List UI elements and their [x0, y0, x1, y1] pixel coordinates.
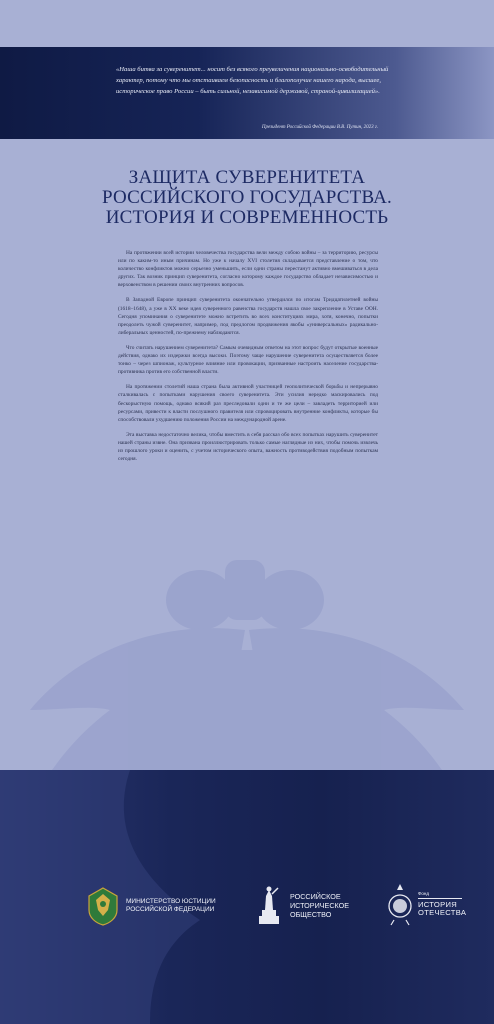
fund-history-logo	[388, 882, 466, 926]
page-title	[90, 168, 404, 228]
paragraph-4: На протяжении столетий наша страна была активной участницей геополитической борьбы и непрерывно сталкивалась с попытками нарушения своего суверенитета. Эти усилия нередко маскировались под бескорыстную помощь, однако всякий раз преследовали одни и те же цели – завладеть территорией или ресурсами, привести к власти послушного правителя или спровоцировать внутренние конфликты, которые бы способствовали ухудшению положения России на международной арене.	[118, 384, 378, 423]
fund-line-2: ОТЕЧЕСТВА	[418, 908, 467, 917]
ministry-line-2: РОССИЙСКОЙ ФЕДЕРАЦИИ	[126, 906, 215, 913]
paragraph-5: Эта выставка недостаточно велика, чтобы вместить в себя рассказ обо всех попытках нарушить суверенитет нашей страны извне. Она призвана проиллюстрировать только самые наглядные из них, чтобы помочь извлечь из прошлого уроки и оценить, с учетом исторического опыта, важность противодействия подобным попыткам сегодня.	[118, 431, 378, 463]
ministry-of-justice-logo	[86, 886, 216, 926]
ministry-line-1: МИНИСТЕРСТВО ЮСТИЦИИ	[126, 898, 216, 905]
fund-seal-icon	[388, 882, 412, 926]
fund-line-1: ИСТОРИЯ	[418, 900, 458, 909]
body-text	[118, 249, 378, 470]
society-line-3: ОБЩЕСТВО	[290, 909, 332, 919]
title-line-1: ЗАЩИТА СУВЕРЕНИТЕТА	[128, 167, 366, 188]
paragraph-2: В Западной Европе принцип суверенитета окончательно утвердился по итогам Тридцатилетней войны (1618–1648), а уже в XX веке идея суверенного равенства государств нашла свое закрепление в Уставе ООН. Сегодня упоминания о суверенитете можно встретить во всех конституциях мира, хотя, конечно, попытки преодолеть чужой суверенитет, например, под предлогом продвижения якобы «универсальных» радикально-либеральных ценностей, по-прежнему наблюдаются.	[118, 297, 378, 336]
paragraph-3: Что считать нарушением суверенитета? Самым очевидным ответом на этот вопрос будут открытые военные действия, однако их издержки всегда высоки. Поэтому чаще нарушение суверенитета осуществляется более тонко – через шпионаж, культурное влияние или провокации, призванные настроить население государства-противника против его собственной власти.	[118, 344, 378, 376]
title-line-2: РОССИЙСКОГО ГОСУДАРСТВА.	[101, 187, 393, 208]
society-line-1: РОССИЙСКОЕ	[290, 891, 341, 901]
quote-author: Президент Российской Федерации В.В. Путин, 2023 г.	[261, 125, 378, 130]
historical-society-logo	[256, 884, 349, 926]
ministry-emblem-icon	[86, 886, 120, 926]
quote-text: «Наша битва за суверенитет... носит без всякого преувеличения национально-освободительный характер, потому что мы отстаиваем безопасность и благополучие нашего народа, высшее, историческое право России – быть сильной, независимой державой, страной-цивилизацией».	[116, 66, 389, 95]
monument-icon	[256, 884, 282, 926]
society-line-2: ИСТОРИЧЕСКОЕ	[290, 900, 350, 910]
title-line-3: ИСТОРИЯ И СОВРЕМЕННОСТЬ	[105, 207, 389, 228]
fund-label: Фонд	[418, 891, 430, 896]
fund-divider	[418, 898, 462, 899]
paragraph-1: На протяжении всей истории человечества государства вели между собою войны – за территорию, ресурсы или по каким-то иным причинам. Но уже к началу XVI столетия складывается представление о том, что количество конфликтов можно серьезно уменьшить, если одни страны перестанут активно вмешиваться в дела других. Так возник принцип суверенитета, согласно которому каждое государство обладает независимостью и верховенством в решении своих внутренних вопросов.	[118, 250, 378, 289]
